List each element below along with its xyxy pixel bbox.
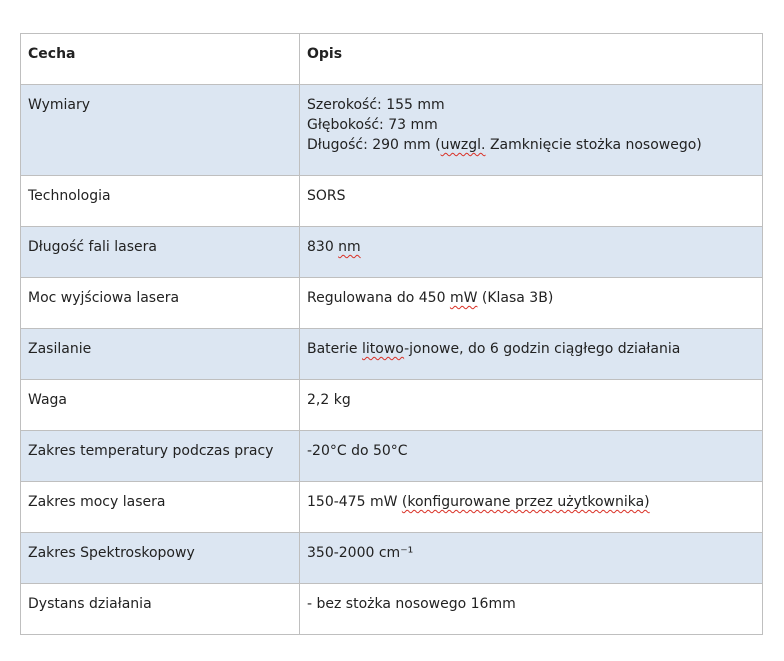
table-row [21,329,763,380]
description-line: 830 nm [307,239,361,255]
header-description: Opis [300,34,763,85]
spellcheck-mark: nm [338,239,361,255]
description-cell [300,533,763,584]
feature-cell: Waga [21,380,300,431]
table-header-row [21,34,763,85]
description-line: SORS [307,188,346,204]
table-row [21,584,763,635]
description-line: Głębokość: 73 mm [307,117,438,133]
spellcheck-mark: litowo [362,341,405,357]
description-cell [300,278,763,329]
table-row [21,227,763,278]
description-cell [300,227,763,278]
table-row [21,176,763,227]
feature-cell: Długość fali lasera [21,227,300,278]
table-row [21,85,763,176]
feature-cell: Zakres temperatury podczas pracy [21,431,300,482]
description-line: Baterie litowo-jonowe, do 6 godzin ciągłego działania [307,341,681,357]
description-cell [300,85,763,176]
header-feature: Cecha [21,34,300,85]
spellcheck-mark: mW [449,290,478,306]
description-cell [300,176,763,227]
table-row [21,278,763,329]
spellcheck-mark: uwzgl. [440,137,486,153]
description-cell [300,584,763,635]
description-cell [300,380,763,431]
description-line: 350-2000 cm⁻¹ [307,545,414,561]
spec-table [20,33,763,635]
table-row [21,380,763,431]
spellcheck-mark: (konfigurowane przez użytkownika) [401,494,650,510]
description-cell [300,482,763,533]
feature-cell: Wymiary [21,85,300,176]
description-line: - bez stożka nosowego 16mm [307,596,516,612]
table-row [21,482,763,533]
description-line: Szerokość: 155 mm [307,97,445,113]
table-row [21,431,763,482]
description-line: -20°C do 50°C [307,443,408,459]
feature-cell: Zakres Spektroskopowy [21,533,300,584]
table-row [21,533,763,584]
table-body [21,85,763,635]
feature-cell: Zasilanie [21,329,300,380]
description-line: Długość: 290 mm (uwzgl. Zamknięcie stożka nosowego) [307,137,702,153]
description-cell [300,431,763,482]
description-line: Regulowana do 450 mW (Klasa 3B) [307,290,554,306]
description-cell [300,329,763,380]
description-line: 150-475 mW (konfigurowane przez użytkownika) [307,494,650,510]
spec-table-container [20,33,762,635]
feature-cell: Moc wyjściowa lasera [21,278,300,329]
feature-cell: Technologia [21,176,300,227]
description-line: 2,2 kg [307,392,351,408]
feature-cell: Dystans działania [21,584,300,635]
feature-cell: Zakres mocy lasera [21,482,300,533]
